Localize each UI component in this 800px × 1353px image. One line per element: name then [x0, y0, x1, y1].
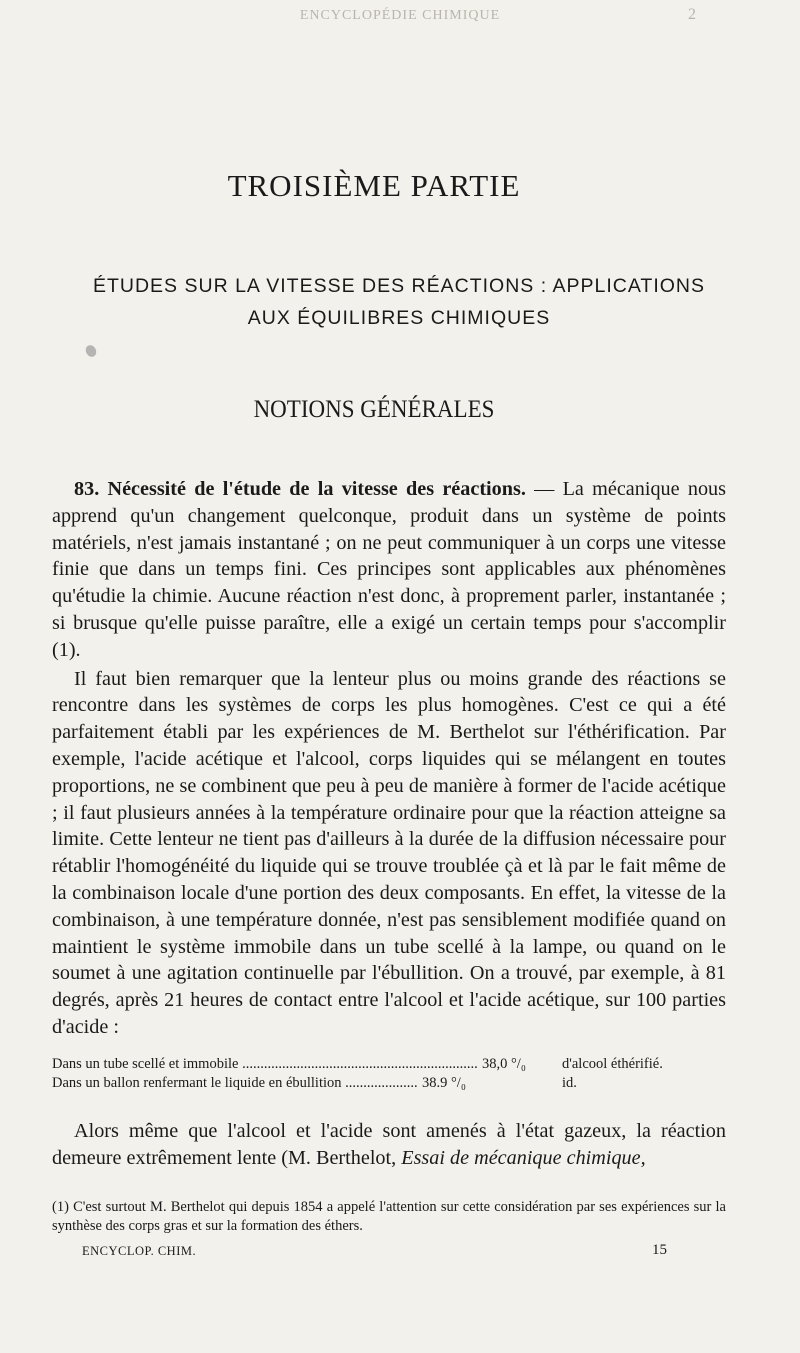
measurement-row	[52, 1055, 712, 1074]
paragraph-83	[52, 476, 726, 664]
measurement-label: Dans un ballon renfermant le liquide en ébullition .....	[52, 1074, 418, 1093]
page-folio: 2	[688, 6, 696, 23]
paragraph-3-italic: Essai de mécanique chimique,	[401, 1146, 646, 1169]
paragraph-3-text: Alors même que l'alcool et l'acide sont amenés à l'état gazeux, la réaction demeure extrêmement lente (M. Berthelot,	[52, 1120, 726, 1169]
paragraph-heading: Nécessité de l'étude de la vitesse des réactions.	[107, 478, 526, 500]
measurement-value: 38,0 °/₀	[482, 1056, 526, 1072]
footer-signature: ENCYCLOP. CHIM.	[82, 1244, 197, 1258]
measurement-unit: d'alcool éthérifié.	[562, 1056, 663, 1072]
measurement-label: Dans un tube scellé et immobile .....	[52, 1055, 478, 1074]
ink-blot	[84, 343, 99, 358]
measurement-row	[52, 1074, 712, 1093]
paragraph-83-text: — La mécanique nous apprend qu'un changement quelconque, produit dans un système de points matériels, n'est jamais instantané ; on ne peut communiquer à un corps une vitesse finie que dans un temps fini. Ces principes sont applicables aux phénomènes qu'étudie la chimie. Aucune réaction n'est donc, à proprement parler, instantanée ; si brusque qu'elle puisse paraître, elle a exigé un certain temps pour s'accomplir (1).	[52, 478, 726, 661]
section-title-line1: ÉTUDES SUR LA VITESSE DES RÉACTIONS : APPLICATIONS	[92, 275, 706, 297]
paragraph-3	[52, 1118, 726, 1172]
paragraph-number: 83.	[74, 478, 100, 500]
running-head: ENCYCLOPÉDIE CHIMIQUE	[299, 8, 501, 23]
measurement-unit: id.	[562, 1075, 577, 1091]
measurements-table	[52, 1055, 712, 1093]
part-title: TROISIÈME PARTIE	[227, 168, 521, 203]
section-title	[50, 270, 748, 334]
measurement-value: 38.9 °/₀	[422, 1075, 466, 1091]
section-title-line2: AUX ÉQUILIBRES CHIMIQUES	[247, 307, 551, 329]
footer-number: 15	[652, 1242, 667, 1258]
main-text	[52, 476, 726, 1041]
notions-title: NOTIONS GÉNÉRALES	[253, 396, 495, 423]
footnote: (1) C'est surtout M. Berthelot qui depuis 1854 a appelé l'attention sur cette considération par ses expériences sur la synthèse des corps gras et sur la formation des éthers.	[52, 1199, 726, 1234]
paragraph-2: Il faut bien remarquer que la lenteur plus ou moins grande des réactions se rencontre dans les systèmes de corps les plus homogènes. C'est ce qui a été parfaitement établi par les expériences de M. Berthelot sur l'éthérification. Par exemple, l'acide acétique et l'alcool, corps liquides qui se mélangent en toutes proportions, ne se combinent que peu à peu de manière à former de l'acide acétique ; il faut plusieurs années à la température ordinaire pour que la réaction atteigne sa limite. Cette lenteur ne tient pas d'ailleurs à la durée de la diffusion nécessaire pour rétablir l'homogénéité du liquide qui se trouve troublée çà et là par le fait même de la combinaison locale d'une portion des deux composants. En effet, la vitesse de la combinaison, à une température donnée, n'est pas sensiblement modifiée quand on maintient le système immobile dans un tube scellé à la lampe, ou quand on le soumet à une agitation continuelle par l'ébullition. On a trouvé, par exemple, à 81 degrés, après 21 heures de contact entre l'alcool et l'acide acétique, sur 100 parties d'acide :	[52, 667, 726, 1038]
